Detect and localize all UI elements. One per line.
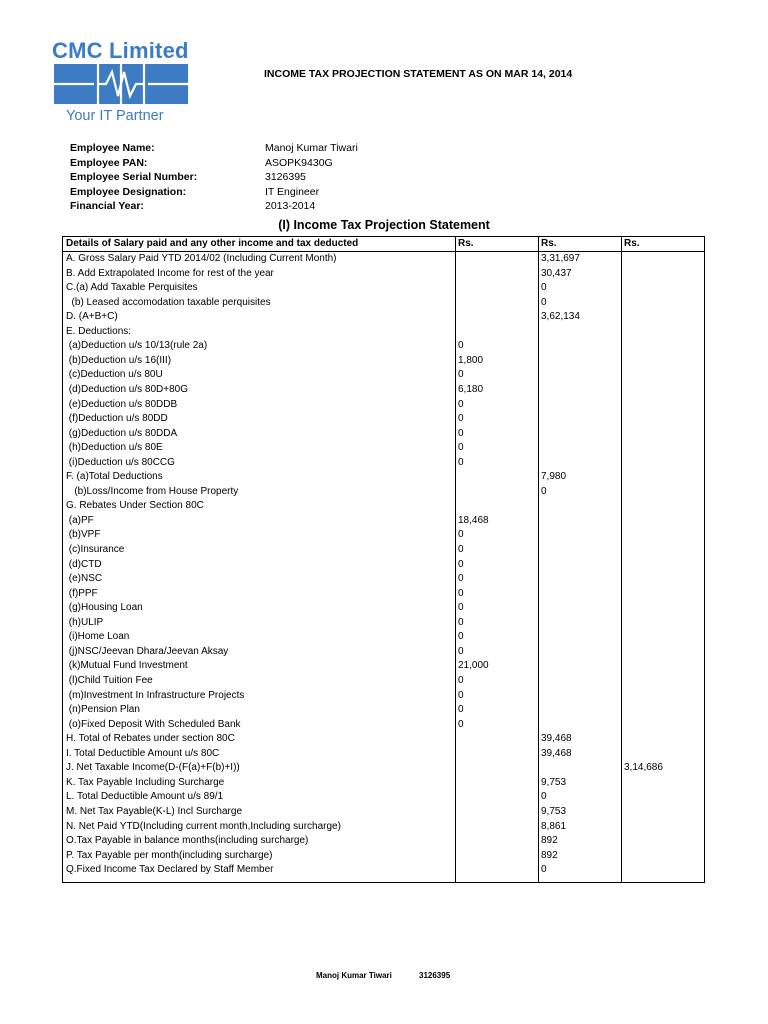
row-value-rs-2: 3,62,134 — [541, 311, 580, 323]
section-title-text: (I) Income Tax Projection Statement — [278, 218, 490, 232]
row-value-rs-1: 0 — [458, 573, 464, 585]
row-label: (b)VPF — [66, 529, 101, 541]
row-value-rs-1: 0 — [458, 558, 464, 570]
row-label: H. Total of Rebates under section 80C — [66, 733, 235, 745]
row-value-rs-1: 0 — [458, 529, 464, 541]
row-label: (i)Deduction u/s 80CCG — [66, 456, 175, 468]
row-label: (c)Deduction u/s 80U — [66, 369, 163, 381]
employee-serial-value: 3126395 — [265, 171, 306, 184]
row-label: (a)PF — [66, 514, 94, 526]
row-value-rs-1: 0 — [458, 340, 464, 352]
row-label: (o)Fixed Deposit With Scheduled Bank — [66, 718, 241, 730]
row-label: L. Total Deductible Amount u/s 89/1 — [66, 791, 224, 803]
row-label: Q.Fixed Income Tax Declared by Staff Member — [66, 864, 274, 876]
row-label: (d)Deduction u/s 80D+80G — [66, 384, 189, 395]
row-value-rs-2: 0 — [541, 485, 547, 497]
employee-name-value: Manoj Kumar Tiwari — [265, 142, 358, 154]
row-value-rs-1: 0 — [458, 645, 464, 657]
row-label: (b)Deduction u/s 16(III) — [66, 354, 172, 366]
employee-designation-label: Employee Designation: — [70, 185, 187, 198]
row-label: (e)NSC — [66, 573, 103, 585]
row-label: B. Add Extrapolated Income for rest of the year — [66, 267, 274, 279]
column-divider — [538, 237, 539, 882]
footer-serial-number: 3126395 — [419, 971, 451, 980]
row-label: (m)Investment In Infrastructure Projects — [66, 689, 245, 701]
row-value-rs-2: 7,980 — [541, 471, 567, 483]
document-title: INCOME TAX PROJECTION STATEMENT AS ON MAR 14, 2014 — [264, 68, 573, 80]
row-label: G. Rebates Under Section 80C — [66, 500, 204, 512]
row-label: O.Tax Payable in balance months(including surcharge) — [66, 835, 309, 846]
logo-tagline: Your IT Partner — [66, 108, 164, 124]
row-value-rs-1: 18,468 — [458, 514, 489, 526]
row-value-rs-3: 3,14,686 — [624, 762, 663, 774]
row-value-rs-1: 0 — [458, 398, 464, 410]
row-label: (g)Deduction u/s 80DDA — [66, 427, 178, 439]
row-label: (j)NSC/Jeevan Dhara/Jeevan Aksay — [66, 645, 229, 657]
row-value-rs-1: 0 — [458, 602, 464, 614]
employee-serial-label: Employee Serial Number: — [70, 171, 198, 184]
row-value-rs-2: 9,753 — [541, 805, 567, 817]
row-label: K. Tax Payable Including Surcharge — [66, 776, 225, 788]
row-value-rs-2: 892 — [541, 835, 558, 846]
header-rs-3: Rs. — [624, 238, 640, 249]
row-value-rs-1: 0 — [458, 689, 464, 701]
row-value-rs-1: 6,180 — [458, 384, 484, 395]
row-value-rs-2: 8,861 — [541, 820, 567, 832]
employee-pan-label: Employee PAN: — [70, 156, 148, 169]
row-value-rs-2: 30,437 — [541, 267, 572, 279]
row-label: (e)Deduction u/s 80DDB — [66, 398, 178, 410]
row-label: J. Net Taxable Income(D-(F(a)+F(b)+I)) — [66, 762, 240, 774]
row-value-rs-1: 0 — [458, 704, 464, 716]
row-value-rs-2: 0 — [541, 296, 547, 308]
row-value-rs-1: 0 — [458, 442, 464, 454]
row-value-rs-2: 892 — [541, 849, 558, 861]
row-label: (a)Deduction u/s 10/13(rule 2a) — [66, 340, 208, 352]
row-value-rs-1: 0 — [458, 427, 464, 439]
section-title — [0, 218, 768, 232]
row-label: P. Tax Payable per month(including surcharge) — [66, 849, 273, 861]
employee-name-label: Employee Name: — [70, 142, 155, 154]
company-logo — [52, 38, 190, 130]
row-label: (b) Leased accomodation taxable perquisites — [66, 296, 271, 308]
column-divider — [621, 237, 622, 882]
tax-projection-table — [62, 236, 705, 883]
row-label: C.(a) Add Taxable Perquisites — [66, 282, 198, 294]
header-rs-1: Rs. — [458, 238, 474, 249]
employee-designation-value: IT Engineer — [265, 185, 320, 198]
row-label: (f)PPF — [66, 587, 98, 599]
row-label: M. Net Tax Payable(K-L) Incl Surcharge — [66, 805, 243, 817]
row-value-rs-2: 39,468 — [541, 733, 572, 745]
row-value-rs-2: 0 — [541, 791, 547, 803]
logo-company-name: CMC Limited — [52, 38, 189, 63]
row-value-rs-1: 0 — [458, 413, 464, 425]
row-label: (d)CTD — [66, 558, 102, 570]
financial-year-value: 2013-2014 — [265, 200, 316, 213]
row-label: (h)Deduction u/s 80E — [66, 442, 163, 454]
row-value-rs-1: 0 — [458, 587, 464, 599]
row-label: (g)Housing Loan — [66, 602, 143, 614]
row-label: (b)Loss/Income from House Property — [66, 485, 239, 497]
row-value-rs-1: 0 — [458, 544, 464, 555]
header-divider — [63, 251, 704, 252]
row-value-rs-2: 3,31,697 — [541, 253, 580, 264]
row-value-rs-1: 0 — [458, 675, 464, 686]
row-value-rs-1: 0 — [458, 369, 464, 381]
footer-employee-name: Manoj Kumar Tiwari — [316, 971, 392, 980]
header-rs-2: Rs. — [541, 238, 557, 249]
row-value-rs-2: 9,753 — [541, 776, 567, 788]
row-label: D. (A+B+C) — [66, 311, 118, 323]
row-value-rs-2: 0 — [541, 282, 547, 294]
row-label: (h)ULIP — [66, 616, 104, 628]
row-value-rs-1: 0 — [458, 616, 464, 628]
row-label: N. Net Paid YTD(Including current month,Including surcharge) — [66, 820, 341, 832]
row-label: (f)Deduction u/s 80DD — [66, 413, 168, 425]
row-value-rs-1: 1,800 — [458, 354, 484, 366]
employee-pan-value: ASOPK9430G — [265, 156, 333, 169]
row-label: I. Total Deductible Amount u/s 80C — [66, 747, 220, 759]
row-label: A. Gross Salary Paid YTD 2014/02 (Including Current Month) — [66, 253, 337, 264]
row-value-rs-1: 0 — [458, 456, 464, 468]
financial-year-label: Financial Year: — [70, 200, 144, 213]
row-label: (c)Insurance — [66, 544, 125, 555]
row-value-rs-2: 0 — [541, 864, 547, 876]
row-label: (i)Home Loan — [66, 631, 130, 643]
row-value-rs-2: 39,468 — [541, 747, 572, 759]
header-details: Details of Salary paid and any other income and tax deducted — [66, 238, 359, 249]
row-value-rs-1: 21,000 — [458, 660, 489, 672]
row-label: (n)Pension Plan — [66, 704, 140, 716]
row-value-rs-1: 0 — [458, 631, 464, 643]
row-label: F. (a)Total Deductions — [66, 471, 163, 483]
column-divider — [455, 237, 456, 882]
row-label: (l)Child Tuition Fee — [66, 675, 153, 686]
row-label: (k)Mutual Fund Investment — [66, 660, 188, 672]
row-value-rs-1: 0 — [458, 718, 464, 730]
row-label: E. Deductions: — [66, 325, 132, 337]
